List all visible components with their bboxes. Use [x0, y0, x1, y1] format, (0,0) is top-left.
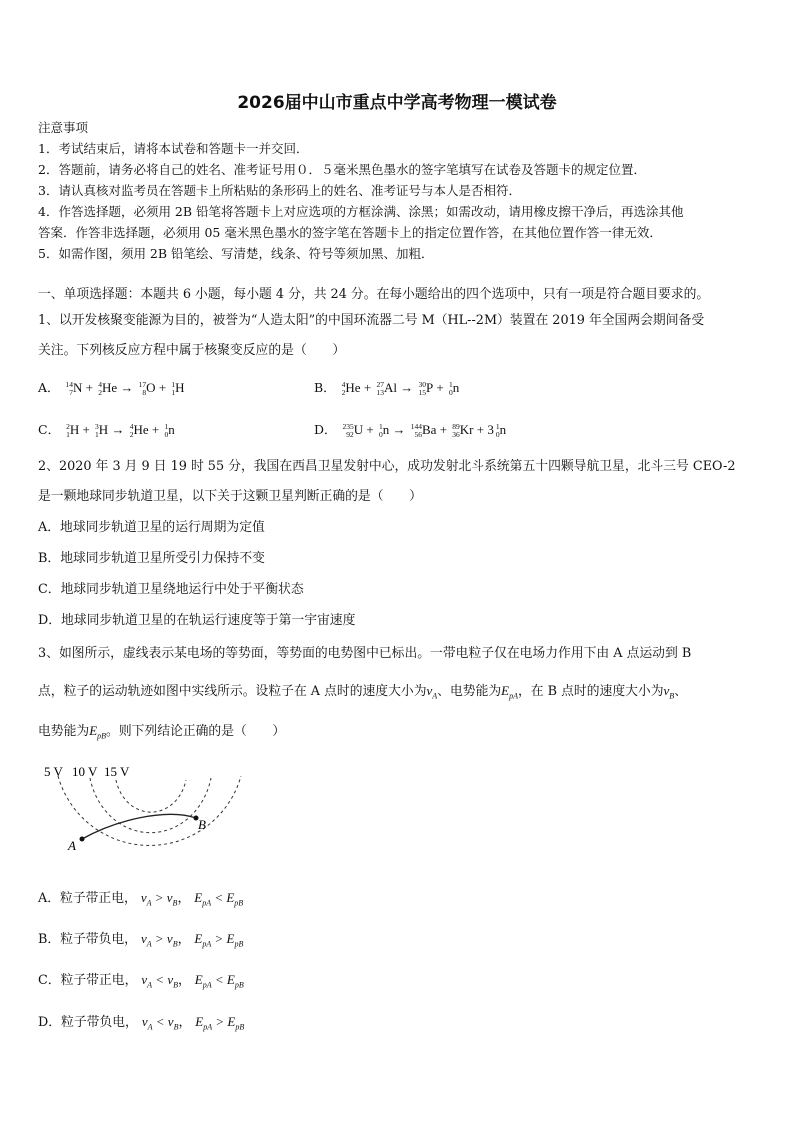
- notice-item: 5．如需作图，须用 2B 铅笔绘、写清楚，线条、符号等须加黑、加粗．: [38, 246, 434, 261]
- q3-option-d: D．粒子带负电， $v_A < v_B$， $E_{pA} > E_{pB}$: [38, 1014, 245, 1032]
- q2-option-c: C．地球同步轨道卫星绕地运行中处于平衡状态: [38, 582, 304, 597]
- question-1-stem: 1、以开发核聚变能源为目的，被誉为“人造太阳”的中国环流器二号 M（HL--2M）装置在 2019 年全国两会期间备受: [38, 313, 705, 328]
- equipotential-10v: [90, 778, 211, 833]
- question-3-stem-cont2: 电势能为$E_{pB}$。则下列结论正确的是（ ）: [38, 723, 286, 741]
- question-3-stem: 3、如图所示，虚线表示某电场的等势面，等势面的电势图中已标出。一带电粒子仅在电场力作用下由 A 点运动到 B: [38, 646, 692, 661]
- section-heading: 一、单项选择题：本题共 6 小题，每小题 4 分，共 24 分。在每小题给出的四个选项中，只有一项是符合题目要求的。: [38, 287, 710, 302]
- option-label: B．: [314, 380, 336, 395]
- q2-option-b: B．地球同步轨道卫星所受引力保持不变: [38, 551, 265, 566]
- label-15v: 15 V: [104, 764, 130, 779]
- option-label: A．: [38, 380, 60, 395]
- q2-option-a: A．地球同步轨道卫星的运行周期为定值: [38, 520, 265, 535]
- q3-option-a: A．粒子带正电， $v_A > v_B$， $E_{pA} < E_{pB}$: [38, 890, 244, 908]
- question-2-stem-cont: 是一颗地球同步轨道卫星，以下关于这颗卫星判断正确的是（ ）: [38, 489, 422, 504]
- question-1-stem-cont: 关注。下列核反应方程中属于核聚变反应的是（ ）: [38, 343, 346, 358]
- equipotential-15v: [116, 780, 186, 812]
- option-label: D．: [314, 422, 337, 437]
- notice-item: 1．考试结束后，请将本试卷和答题卡一并交回．: [38, 141, 309, 156]
- nuclear-equation: 4 2 He + 27 13 Al → 30 15 P + 1 0 n: [341, 380, 460, 398]
- label-5v: 5 V: [44, 764, 63, 779]
- q1-option-a: [38, 378, 185, 397]
- nuclear-equation: 2 1 H + 3 1 H → 4 2 He + 1 0 n: [66, 422, 175, 440]
- point-a-dot: [80, 837, 85, 842]
- q1-option-d: [314, 420, 506, 439]
- q2-option-d: D．地球同步轨道卫星的在轨运行速度等于第一宇宙速度: [38, 613, 356, 628]
- option-label: C．: [38, 422, 61, 437]
- notice-item: 3．请认真核对监考员在答题卡上所粘贴的条形码上的姓名、准考证号与本人是否相符．: [38, 183, 521, 198]
- notice-item: 4．作答选择题，必须用 2B 铅笔将答题卡上对应选项的方框涂满、涂黑；如需改动，请用橡皮擦干净后，再选涂其他: [38, 204, 684, 219]
- notice-item: 答案．作答非选择题，必须用 05 毫米黑色墨水的签字笔在答题卡上的指定位置作答，在其他位置作答一律无效．: [38, 225, 662, 240]
- trajectory-line: [82, 814, 196, 839]
- equipotential-figure: [36, 758, 256, 878]
- q3-option-b: B．粒子带负电， $v_A > v_B$， $E_{pA} > E_{pB}$: [38, 931, 244, 949]
- notice-item: 2．答题前，请务必将自己的姓名、准考证号用０．５毫米黑色墨水的签字笔填写在试卷及答题卡的规定位置．: [38, 162, 646, 177]
- equipotential-5v: [58, 776, 241, 845]
- label-10v: 10 V: [72, 764, 98, 779]
- point-b-label: B: [198, 817, 206, 832]
- point-a-label: A: [68, 838, 76, 853]
- nuclear-equation: 235 92 U + 1 0 n → 144 56 Ba + 89 36 Kr + 3 1 0 n: [342, 422, 507, 440]
- question-2-stem: 2、2020 年 3 月 9 日 19 时 55 分，我国在西昌卫星发射中心，成功发射北斗系统第五十四颗导航卫星，北斗三号 CEO-2: [38, 459, 736, 474]
- nuclear-equation: 14 7 N + 4 2 He → 17 8 O + 1 1 H: [65, 380, 185, 398]
- q1-option-b: [314, 378, 459, 397]
- q1-option-c: [38, 420, 175, 439]
- q3-option-c: C．粒子带正电， $v_A < v_B$， $E_{pA} < E_{pB}$: [38, 972, 244, 990]
- page-title: 2026届中山市重点中学高考物理一模试卷: [237, 93, 557, 113]
- question-3-stem-cont: 点，粒子的运动轨迹如图中实线所示。设粒子在 A 点时的速度大小为$v_A$、电势能为$E_{pA}$，在 B 点时的速度大小为$v_B$、: [38, 683, 687, 701]
- notice-heading: 注意事项: [38, 120, 89, 135]
